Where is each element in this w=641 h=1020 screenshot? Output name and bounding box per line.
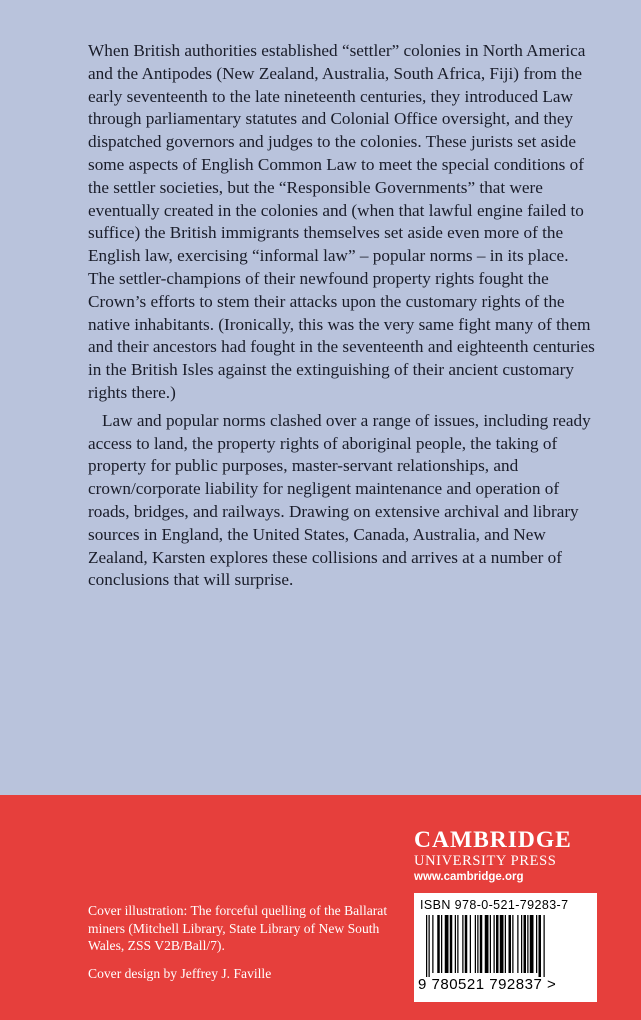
isbn-barcode-box (414, 893, 597, 1002)
cover-design-credit: Cover design by Jeffrey J. Faville (88, 965, 272, 981)
publisher-url: www.cambridge.org (414, 871, 524, 883)
barcode-digits: 9 780521 792837 > (418, 976, 557, 993)
cover-illustration-credit: Cover illustration: The forceful quelling of the Ballarat miners (Mitchell Library, State Library of New South Wales, ZSS V2B/Ball/7). (88, 903, 388, 953)
publisher-logo (414, 828, 594, 883)
back-cover-blurb (88, 40, 598, 592)
blurb-paragraph-1: When British authorities established “settler” colonies in North America and the Antipodes (New Zealand, Australia, South Africa, Fiji) from the early seventeenth to the late nineteenth centuries, they introduced Law through parliamentary statutes and Colonial Office oversight, and they dispatched governors and judges to the colonies. These jurists set aside some aspects of English Common Law to meet the special conditions of the settler societies, but the “Responsible Governments” that were eventually created in the colonies and (when that lawful engine failed to suffice) the British immigrants themselves set aside even more of the English law, exercising “informal law” – popular norms – in its place. The settler-champions of their newfound property rights fought the Crown’s efforts to stem their attacks upon the customary rights of the native inhabitants. (Ironically, this was the very same fight many of them and their ancestors had fought in the seventeenth and eighteenth centuries in the British Isles against the extinguishing of their ancient customary rights there.) (88, 41, 595, 402)
isbn-label: ISBN 978-0-521-79283-7 (420, 898, 569, 912)
blurb-paragraph-2: Law and popular norms clashed over a range of issues, including ready access to land, the property rights of aboriginal people, the taking of property for public purposes, master-servant relationships, and crown/corporate liability for negligent maintenance and operation of roads, bridges, and railways. Drawing on extensive archival and library sources in England, the United States, Canada, Australia, and New Zealand, Karsten explores these collisions and arrives at a number of conclusions that will surprise. (88, 410, 591, 590)
publisher-name: CAMBRIDGE (414, 827, 572, 853)
barcode-icon (424, 915, 589, 977)
cover-credits (88, 902, 388, 982)
publisher-press: UNIVERSITY PRESS (414, 853, 557, 869)
